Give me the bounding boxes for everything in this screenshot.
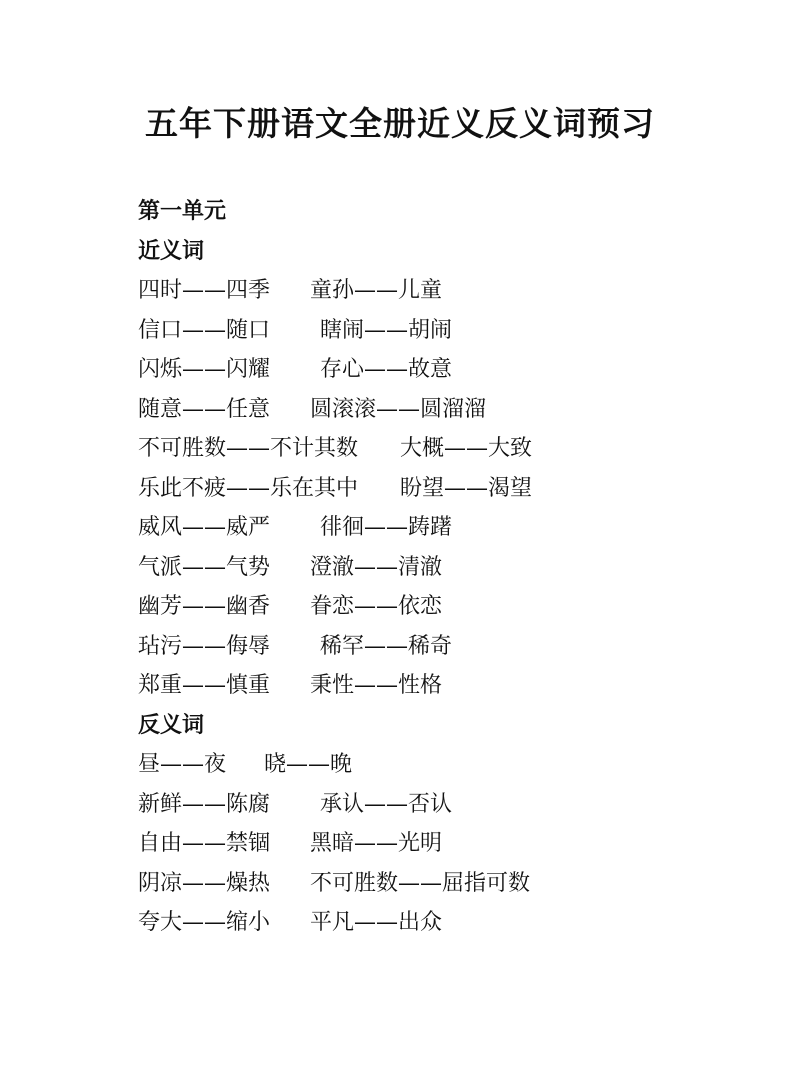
synonym-pair: 不可胜数——不计其数 — [138, 436, 359, 461]
synonym-row — [138, 627, 738, 667]
synonym-row — [138, 429, 738, 469]
synonym-pair: 眷恋——依恋 — [310, 594, 443, 619]
synonym-row — [138, 390, 738, 430]
synonym-pair: 威风——威严 — [138, 515, 271, 540]
antonym-pair: 黑暗——光明 — [310, 831, 443, 856]
synonym-row — [138, 548, 738, 588]
synonym-row — [138, 469, 738, 509]
synonym-pair: 随意——任意 — [138, 396, 271, 422]
synonym-pair: 存心——故意 — [320, 357, 453, 382]
synonym-pair: 四时——四季 — [138, 278, 271, 303]
synonym-pair: 玷污——侮辱 — [138, 633, 271, 659]
antonym-pair: 承认——否认 — [320, 791, 453, 817]
synonym-pair: 圆滚滚——圆溜溜 — [310, 396, 487, 422]
antonym-pair: 自由——禁锢 — [138, 831, 271, 856]
antonym-pair: 平凡——出众 — [310, 910, 443, 935]
antonym-pair: 不可胜数——屈指可数 — [310, 870, 531, 896]
synonym-pair: 童孙——儿童 — [310, 278, 443, 303]
antonym-pair: 阴凉——燥热 — [138, 870, 271, 896]
synonym-pair: 幽芳——幽香 — [138, 594, 271, 619]
synonym-pair: 稀罕——稀奇 — [320, 633, 453, 659]
page-title: 五年下册语文全册近义反义词预习 — [145, 104, 655, 143]
antonym-row — [138, 903, 738, 943]
antonym-row — [138, 785, 738, 825]
antonym-row — [138, 745, 738, 785]
synonym-pair: 徘徊——踌躇 — [320, 515, 453, 540]
synonym-row — [138, 271, 738, 311]
antonym-row — [138, 864, 738, 904]
synonym-pair: 瞎闹——胡闹 — [320, 317, 453, 343]
antonym-row — [138, 824, 738, 864]
synonym-pair: 乐此不疲——乐在其中 — [138, 475, 359, 501]
antonyms-heading: 反义词 — [138, 711, 205, 738]
synonym-pair: 信口——随口 — [138, 317, 271, 343]
antonym-pair: 晓——晚 — [264, 752, 353, 777]
unit-heading: 第一单元 — [138, 198, 227, 224]
synonyms-heading: 近义词 — [138, 237, 205, 264]
antonym-pair: 昼——夜 — [138, 752, 227, 777]
synonym-pair: 盼望——渴望 — [400, 475, 533, 501]
synonym-pair: 大概——大致 — [400, 436, 533, 461]
synonym-pair: 闪烁——闪耀 — [138, 357, 271, 382]
synonym-row — [138, 508, 738, 548]
synonym-row — [138, 311, 738, 351]
synonym-row — [138, 587, 738, 627]
synonym-row — [138, 666, 738, 706]
synonym-pair: 秉性——性格 — [310, 673, 443, 698]
antonym-pair: 新鲜——陈腐 — [138, 791, 271, 817]
synonym-pair: 郑重——慎重 — [138, 673, 271, 698]
synonym-pair: 气派——气势 — [138, 554, 271, 580]
word-list-content — [138, 192, 738, 943]
synonym-pair: 澄澈——清澈 — [310, 554, 443, 580]
synonym-row — [138, 350, 738, 390]
antonym-pair: 夸大——缩小 — [138, 910, 271, 935]
